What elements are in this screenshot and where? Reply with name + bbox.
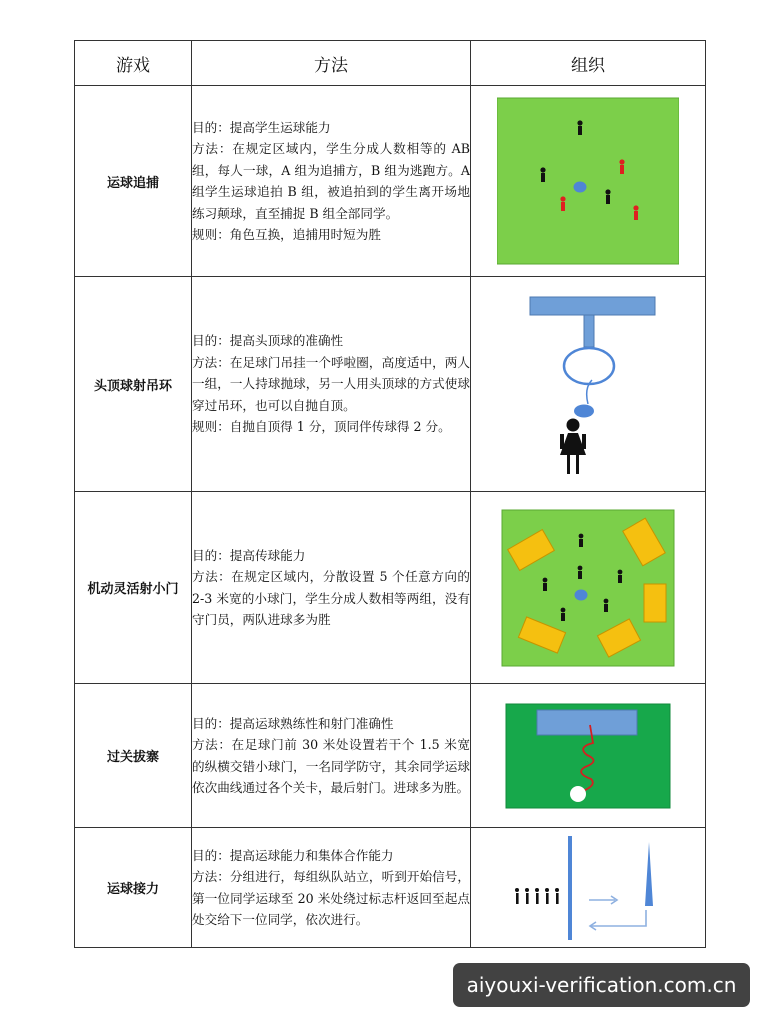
start-line-icon — [568, 836, 572, 940]
hoop-rope-icon — [584, 315, 594, 347]
description-line: 目的：提高运球能力和集体合作能力 — [192, 847, 394, 863]
table-row — [75, 828, 706, 948]
game-name: 运球追捕 — [75, 86, 192, 277]
game-name: 过关拔寨 — [75, 684, 192, 828]
student-icon — [560, 419, 586, 475]
description-line: 目的：提高学生运球能力 — [192, 119, 331, 135]
description-line: 方法：分组进行，每组纵队站立，听到开始信号，第一位同学运球至 20 米处绕过标志杆返回至起点处交给下一位同学，依次进行。 — [192, 869, 470, 927]
table-header-row — [75, 41, 706, 86]
chase-field-diagram — [497, 96, 679, 266]
game-name: 运球接力 — [75, 828, 192, 948]
hoop-header-diagram — [518, 294, 658, 474]
table-row — [75, 492, 706, 684]
organization-diagram-cell — [471, 492, 706, 684]
games-table — [74, 40, 706, 948]
description-line: 方法：在规定区域内，分散设置 5 个任意方向的 2-3 米宽的小球门，学生分成人数相等两组，没有守门员，两队进球多为胜 — [192, 569, 470, 627]
description-line: 规则：角色互换，追捕用时短为胜 — [192, 227, 381, 242]
arrow-return-icon — [591, 910, 646, 926]
marker-pole-icon — [645, 842, 653, 906]
description-line: 目的：提高传球能力 — [192, 547, 306, 563]
field-icon — [497, 98, 679, 264]
organization-diagram-cell — [471, 277, 706, 492]
header-method: 方法 — [192, 41, 471, 86]
description-line: 目的：提高运球熟练性和射门准确性 — [192, 715, 394, 731]
description-line: 方法：在足球门前 30 米处设置若干个 1.5 米宽的纵横交错小球门，一名同学防守，其余同学运球依次曲线通过各个关卡，最后射门。进球多为胜。 — [192, 737, 470, 795]
description-line: 方法：在规定区域内，学生分成人数相等的 AB 组，每人一球，A 组为追捕方，B 组为逃跑方。A 组学生运球追拍 B 组，被追拍到的学生离开场地练习颠球，直至捕捉 B 组全部同学。 — [192, 141, 470, 221]
header-game: 游戏 — [75, 41, 192, 86]
game-name: 头顶球射吊环 — [75, 277, 192, 492]
student-column-icon — [515, 888, 559, 904]
game-description — [192, 277, 471, 492]
game-description — [192, 492, 471, 684]
relay-diagram — [503, 834, 673, 942]
description-line: 目的：提高头顶球的准确性 — [192, 333, 344, 349]
table-row — [75, 277, 706, 492]
organization-diagram-cell — [471, 828, 706, 948]
ball-icon — [575, 589, 588, 600]
ball-icon — [574, 182, 587, 193]
small-goals-diagram — [501, 508, 675, 668]
game-name: 机动灵活射小门 — [75, 492, 192, 684]
goal-crossbar-icon — [530, 297, 655, 315]
table-row — [75, 86, 706, 277]
ball-icon — [574, 405, 594, 418]
header-organization: 组织 — [471, 41, 706, 86]
watermark: aiyouxi-verification.com.cn — [453, 963, 750, 1007]
game-description — [192, 828, 471, 948]
ball-icon — [570, 786, 586, 802]
hoop-icon — [564, 348, 614, 384]
organization-diagram-cell — [471, 86, 706, 277]
organization-diagram-cell — [471, 684, 706, 828]
description-line: 规则：自抛自顶得 1 分，顶同伴传球得 2 分。 — [192, 419, 451, 435]
dribble-gates-diagram — [505, 703, 671, 809]
game-description — [192, 86, 471, 277]
game-description — [192, 684, 471, 828]
table-row — [75, 684, 706, 828]
goal-icon — [537, 710, 637, 735]
description-line: 方法：在足球门吊挂一个呼啦圈，高度适中，两人一组，一人持球抛球，另一人用头顶球的方式使球穿过吊环，也可以自抛自顶。 — [192, 354, 470, 413]
